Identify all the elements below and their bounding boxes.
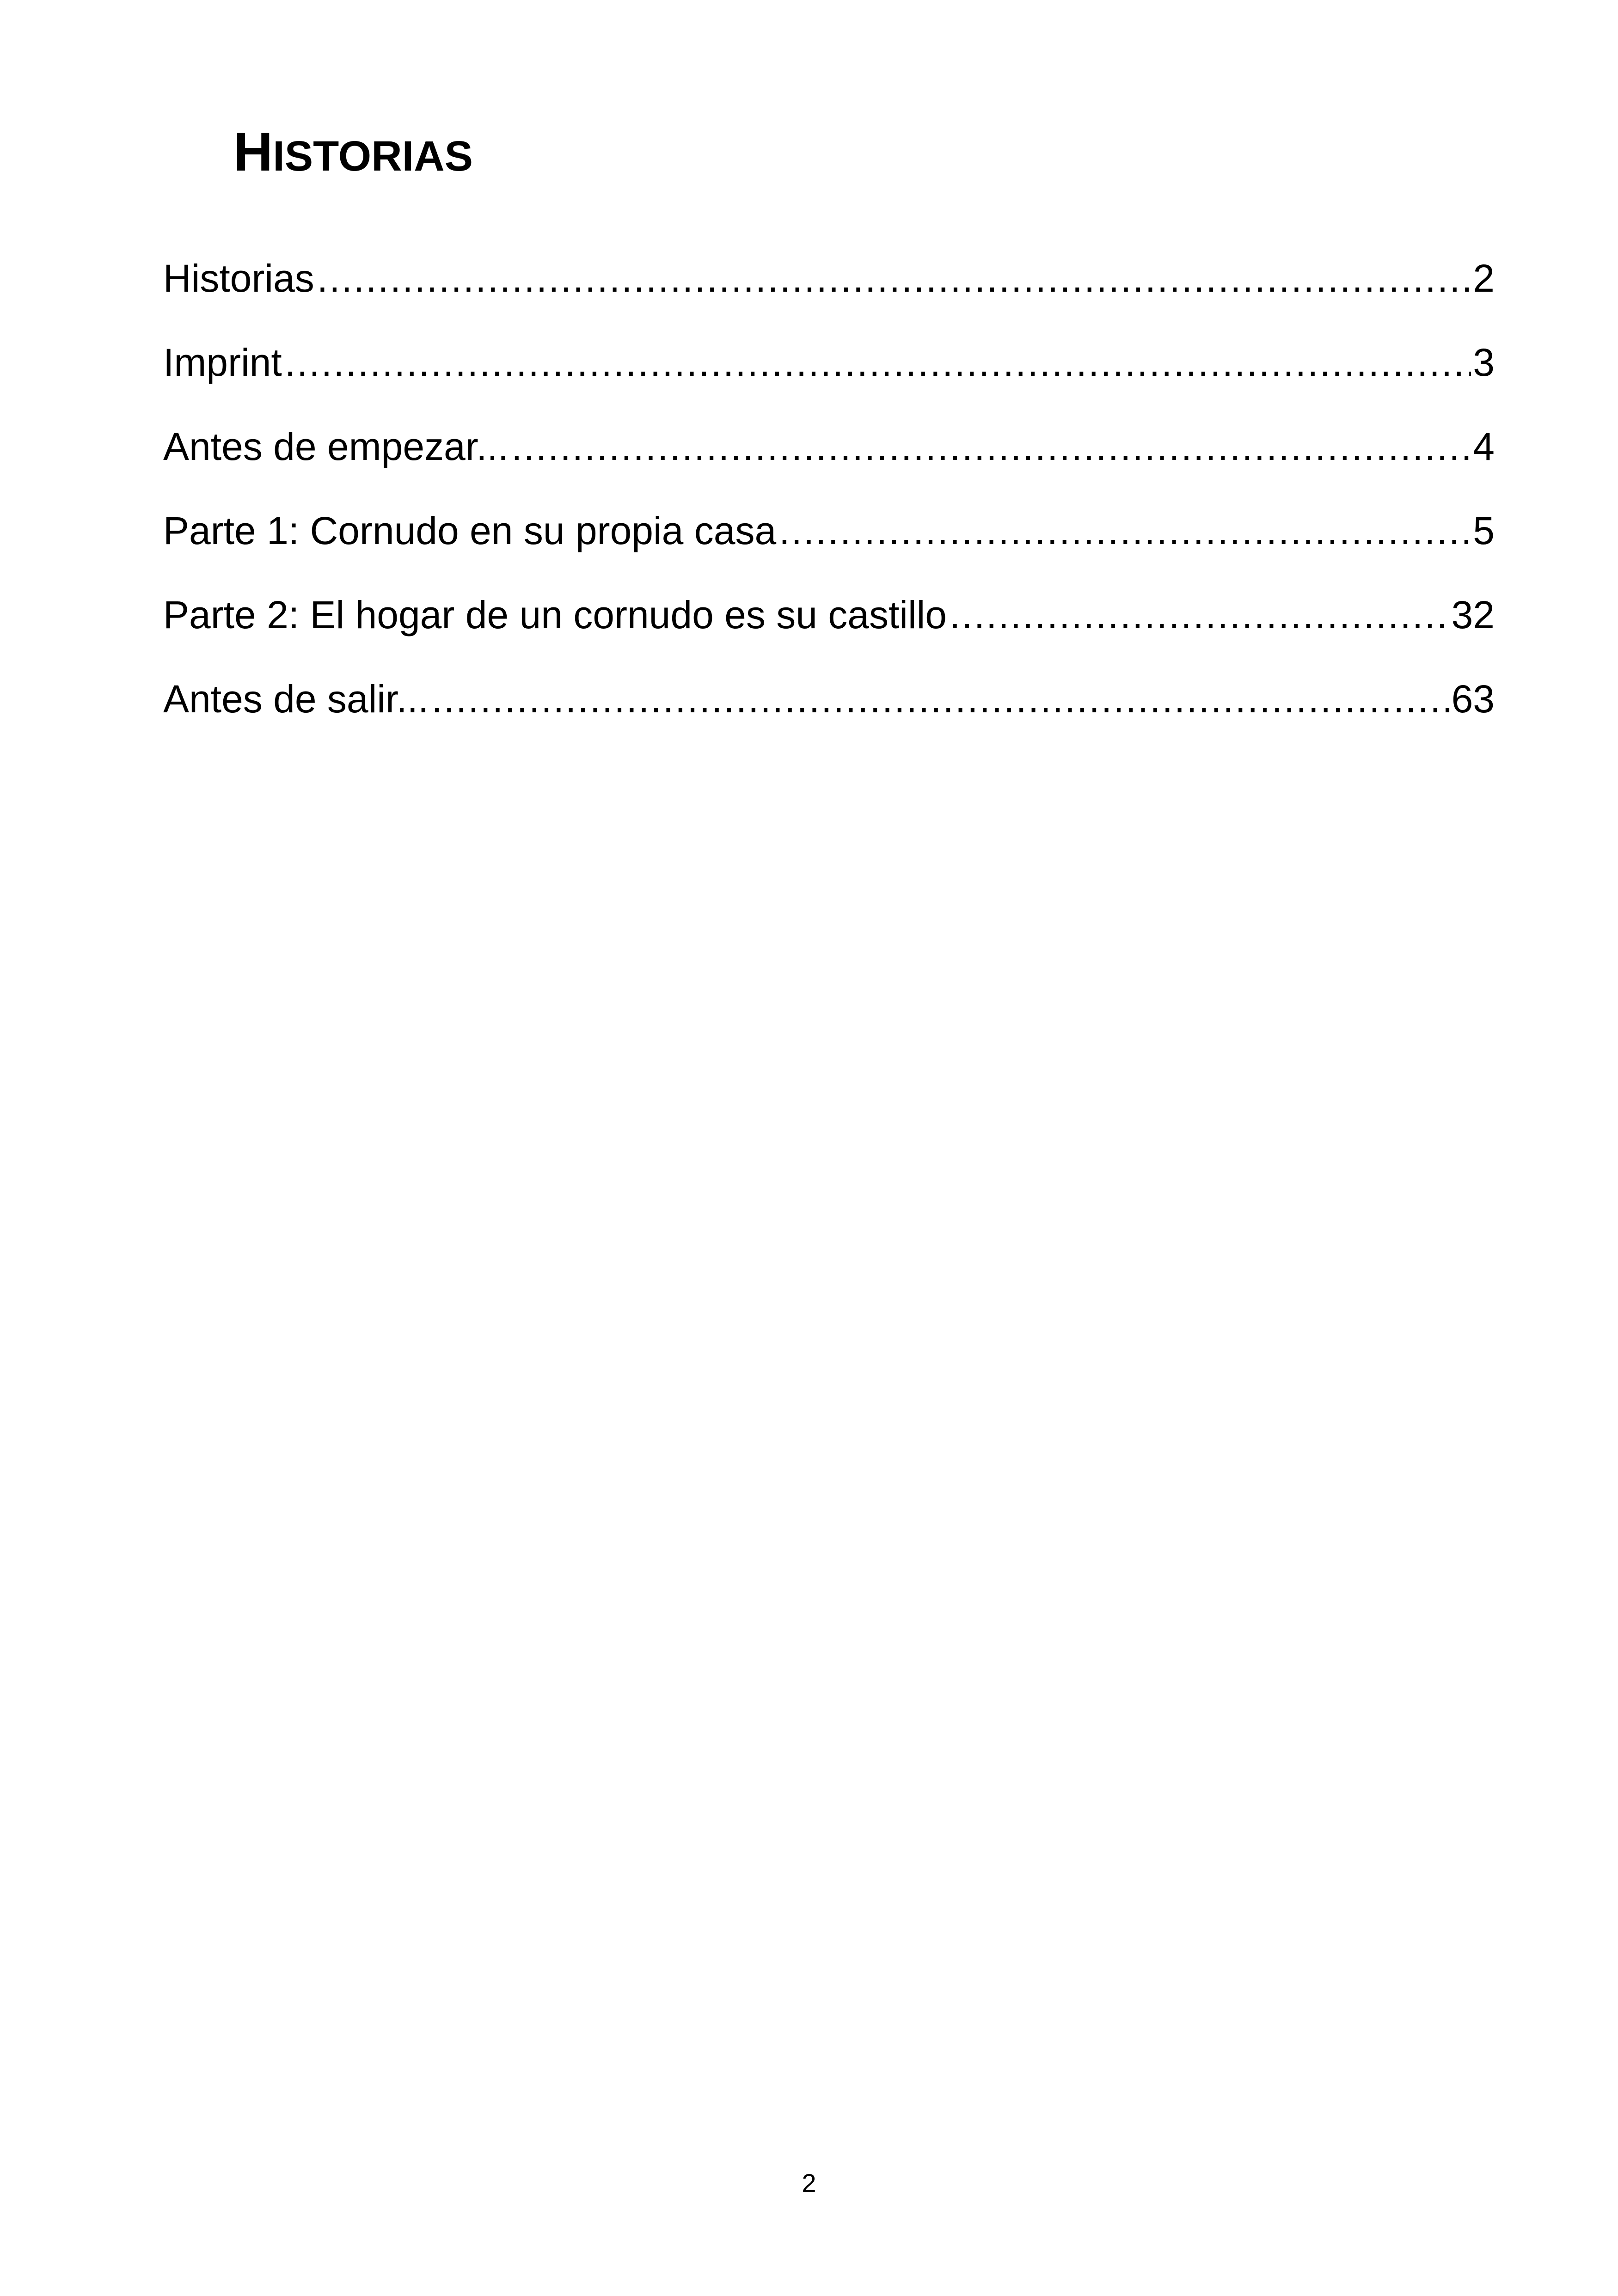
toc-entry-imprint[interactable] xyxy=(163,337,1495,422)
toc-dot-leader xyxy=(950,590,1450,640)
toc-entry-parte-1[interactable] xyxy=(163,506,1495,590)
toc-dot-leader xyxy=(779,506,1471,556)
toc-entry-label: Imprint xyxy=(163,341,282,384)
toc-entry-page: 32 xyxy=(1451,593,1495,637)
page-number: 2 xyxy=(802,2168,816,2198)
toc-dot-leader xyxy=(431,674,1449,724)
toc-entry-label: Parte 1: Cornudo en su propia casa xyxy=(163,509,777,552)
toc-entry-antes-de-empezar[interactable] xyxy=(163,422,1495,506)
toc-entry-label: Antes de empezar... xyxy=(163,425,509,468)
toc-entry-page: 3 xyxy=(1473,341,1495,384)
toc-entry-page: 4 xyxy=(1473,425,1495,468)
toc-entry-page: 5 xyxy=(1473,509,1495,552)
toc-entry-antes-de-salir[interactable] xyxy=(163,674,1495,758)
toc-entry-label: Historias xyxy=(163,257,314,300)
toc-entry-page: 2 xyxy=(1473,257,1495,300)
table-of-contents xyxy=(163,253,1495,758)
toc-entry-parte-2[interactable] xyxy=(163,590,1495,674)
toc-entry-page: 63 xyxy=(1451,677,1495,721)
toc-dot-leader xyxy=(317,253,1471,303)
title-rest: ISTORIAS xyxy=(273,133,473,180)
toc-entry-historias[interactable] xyxy=(163,253,1495,337)
toc-entry-label: Parte 2: El hogar de un cornudo es su castillo xyxy=(163,593,947,637)
title-first-letter: H xyxy=(233,122,273,183)
toc-dot-leader xyxy=(511,422,1471,471)
toc-dot-leader xyxy=(285,337,1471,387)
toc-entry-label: Antes de salir... xyxy=(163,677,429,721)
page-title xyxy=(233,122,473,183)
